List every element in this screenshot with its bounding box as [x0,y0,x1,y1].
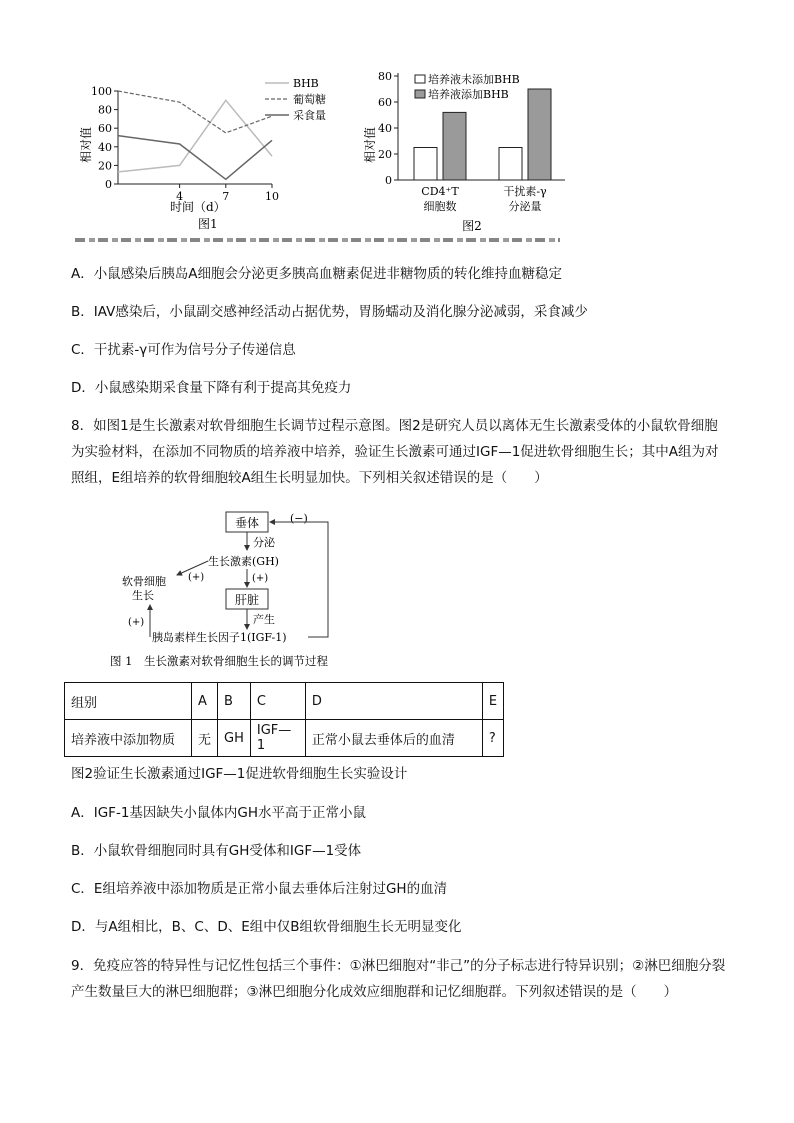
figure1-line-chart [60,68,350,236]
table-cell: B [218,683,251,720]
pituitary-label: 垂体 [234,516,260,530]
table-cell: 正常小鼠去垂体后的血清 [305,720,482,757]
bar-add-bhb [528,89,551,180]
table-cell: A [192,683,218,720]
figure2-ylabel: 相对值 [363,126,377,163]
legend-glucose: 葡萄糖 [293,93,326,106]
x-tick-label: 10 [265,190,279,203]
q7-option-d: D．小鼠感染期采食量下降有利于提高其免疫力 [71,380,352,396]
diagram-caption: 图 1 生长激素对软骨细胞生长的调节过程 [110,654,328,668]
figure1-caption: 图1 [198,217,218,231]
y-tick-label: 60 [98,122,112,136]
cat1-line1: CD4⁺T [421,185,459,198]
clipped-text-strip [75,238,560,242]
q8-option-d: D．与A组相比，B、C、D、E组中仅B组软骨细胞生长无明显变化 [71,919,462,935]
cartilage-label-1: 软骨细胞 [122,575,166,588]
legend-intake: 采食量 [293,109,326,122]
produce-label: 产生 [253,613,275,626]
table-cell: 培养液中添加物质 [65,720,192,757]
plus-gh-liver: (+) [252,573,269,584]
q9-stem: 9．免疫应答的特异性与记忆性包括三个事件：①淋巴细胞对“非己”的分子标志进行特异识别；②淋巴细胞分裂产生数量巨大的淋巴细胞群；③淋巴细胞分化成效应细胞群和记忆细胞群。下列叙述错误的是（ ） [71,958,726,1000]
bar-no-bhb [499,148,522,181]
gh-label: 生长激素(GH) [208,555,279,568]
y-tick-label: 40 [98,140,112,154]
q7-option-a: A．小鼠感染后胰岛A细胞会分泌更多胰高血糖素促进非糖物质的转化维持血糖稳定 [71,266,562,282]
q8-option-c: C．E组培养液中添加物质是正常小鼠去垂体后注射过GH的血清 [71,881,448,897]
y-tick-label: 80 [378,70,392,83]
liver-label: 肝脏 [234,593,260,607]
table-cell: E [482,683,503,720]
feedback-minus: (−) [290,512,308,525]
table-cell: D [305,683,482,720]
y-tick-label: 60 [378,96,392,109]
legend-no-bhb: 培养液未添加BHB [428,73,520,86]
y-tick-label: 20 [98,159,112,173]
secrete-label: 分泌 [253,536,275,549]
cat1-line2: 细胞数 [423,200,457,213]
plus-gh-cartilage: (+) [188,572,205,583]
table-cell: GH [218,720,251,757]
legend-bhb: BHB [293,77,319,90]
x-tick-label: 4 [176,190,184,203]
figure2-bar-chart [360,68,580,240]
cat2-line2: 分泌量 [508,200,542,213]
table-cell: 组别 [65,683,192,720]
x-tick-label: 7 [222,190,230,203]
y-tick-label: 20 [378,148,392,161]
q8-option-b: B．小鼠软骨细胞同时具有GH受体和IGF—1受体 [71,843,362,859]
figure1-xlabel: 时间（d） [170,200,226,214]
q7-option-b: B．IAV感染后，小鼠副交感神经活动占据优势，胃肠蠕动及消化腺分泌减弱，采食减少 [71,304,588,320]
legend-add-bhb: 培养液添加BHB [428,88,509,101]
q8-stem: 8．如图1是生长激素对软骨细胞生长调节过程示意图。图2是研究人员以离体无生长激素受体的小鼠软骨细胞为实验材料，在添加不同物质的培养液中培养，验证生长激素可通过IGF—1促进软骨细胞生长；其中A组为对照组，E组培养的软骨细胞较A组生长明显加快。下列相关叙述错误的是（ ） [71,418,719,486]
experiment-table [64,682,504,757]
cat2-line1: 干扰素-γ [503,185,547,198]
bar-no-bhb [414,148,437,181]
series-line-bhb [118,100,272,172]
figure1-ylabel: 相对值 [79,126,93,163]
table-cell: 无 [192,720,218,757]
cartilage-label-2: 生长 [132,589,154,602]
legend-bhb-swatch [415,90,425,98]
y-tick-label: 100 [91,85,112,98]
q8-option-a: A．IGF-1基因缺失小鼠体内GH水平高于正常小鼠 [71,805,367,821]
y-tick-label: 0 [105,178,112,191]
plus-igf-cartilage: (+) [128,617,145,628]
table-header-row [65,683,504,720]
series-line-glucose [118,91,272,133]
series-line-intake [118,136,272,180]
table-row [65,720,504,757]
table-cell: IGF—1 [250,720,305,757]
y-tick-label: 0 [385,174,392,187]
bar-add-bhb [443,112,466,180]
legend-no-bhb-swatch [415,75,425,83]
y-tick-label: 40 [378,122,392,135]
q7-option-c: C．干扰素-γ可作为信号分子传递信息 [71,342,296,358]
table-cell: C [250,683,305,720]
y-tick-label: 80 [98,103,112,117]
q8-regulation-diagram [110,505,400,673]
table-caption: 图2验证生长激素通过IGF—1促进软骨细胞生长实验设计 [71,766,408,782]
igf-label: 胰岛素样生长因子1(IGF-1) [152,631,287,644]
table-cell: ? [482,720,503,757]
figure2-caption: 图2 [462,219,482,233]
